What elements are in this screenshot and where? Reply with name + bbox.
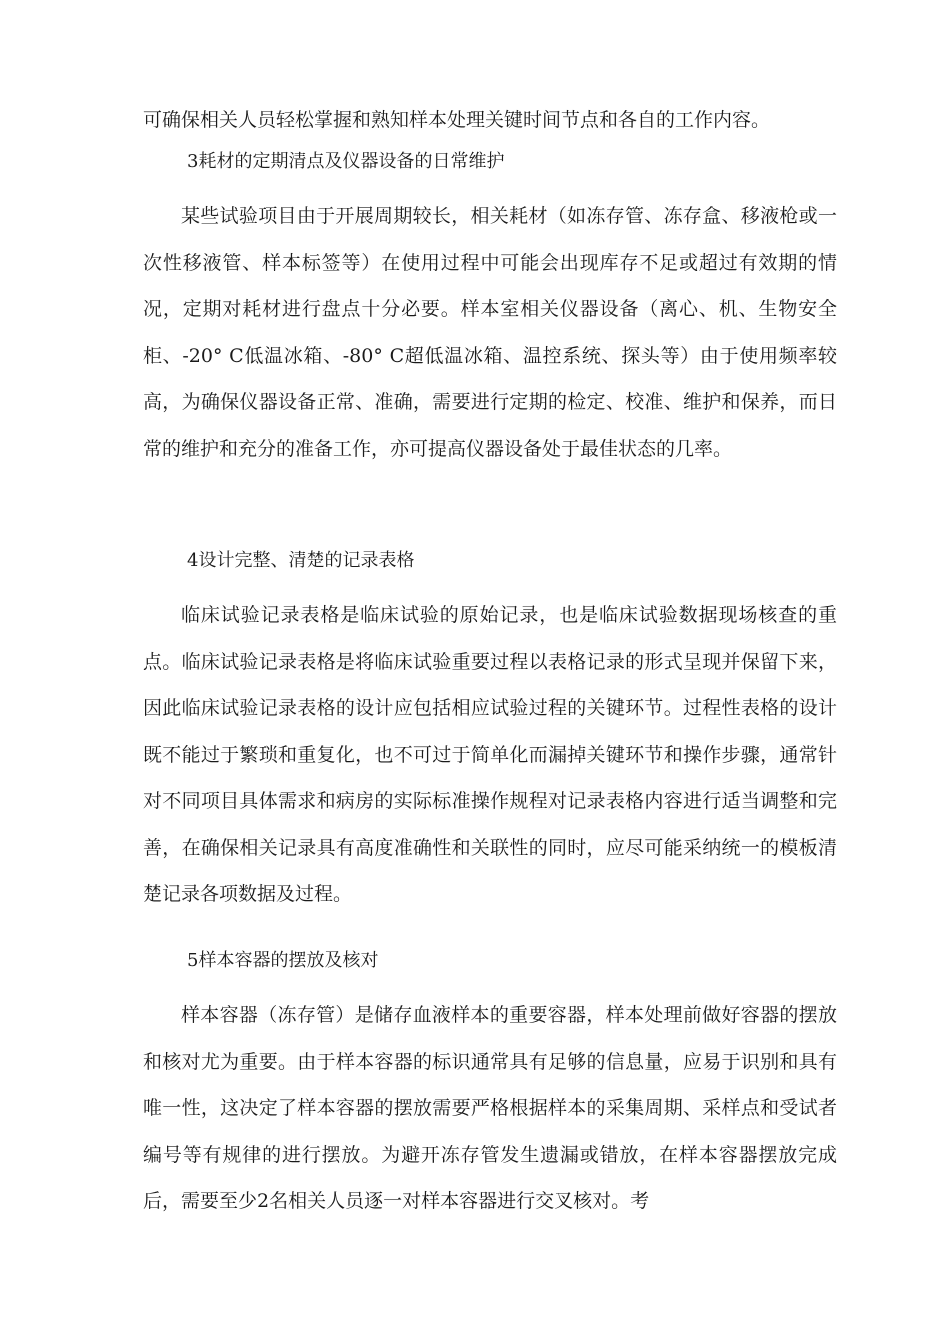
section-heading-4: 4设计完整、清楚的记录表格 [187, 550, 415, 571]
paragraph-consumables: 某些试验项目由于开展周期较长，相关耗材（如冻存管、冻存盒、移液枪或一次性移液管、样本标签等）在使用过程中可能会出现库存不足或超过有效期的情况，定期对耗材进行盘点十分必要。样本室相关仪器设备（离心、机、生物安全柜、-20° C低温冰箱、-80° C超低温冰箱、温控系统、探头等）由于使用频率较高，为确保仪器设备正常、准确，需要进行定期的检定、校准、维护和保养，而日常的维护和充分的准备工作，亦可提高仪器设备处于最佳状态的几率。 [143, 205, 837, 460]
paragraph-record-forms: 临床试验记录表格是临床试验的原始记录，也是临床试验数据现场核查的重点。临床试验记录表格是将临床试验重要过程以表格记录的形式呈现并保留下来，因此临床试验记录表格的设计应包括相应试验过程的关键环节。过程性表格的设计既不能过于繁琐和重复化，也不可过于简单化而漏掉关键环节和操作步骤，通常针对不同项目具体需求和病房的实际标准操作规程对记录表格内容进行适当调整和完善，在确保相关记录具有高度准确性和关联性的同时，应尽可能采纳统一的模板清楚记录各项数据及过程。 [143, 604, 837, 905]
section-heading-5: 5样本容器的摆放及核对 [187, 950, 379, 971]
section-heading-3: 3耗材的定期清点及仪器设备的日常维护 [187, 151, 505, 172]
paragraph-sample-containers: 样本容器（冻存管）是储存血液样本的重要容器，样本处理前做好容器的摆放和核对尤为重要。由于样本容器的标识通常具有足够的信息量，应易于识别和具有唯一性，这决定了样本容器的摆放需要严格根据样本的采集周期、采样点和受试者编号等有规律的进行摆放。为避开冻存管发生遗漏或错放，在样本容器摆放完成后，需要至少2名相关人员逐一对样本容器进行交叉核对。考 [143, 1004, 837, 1212]
paragraph-continuation: 可确保相关人员轻松掌握和熟知样本处理关键时间节点和各自的工作内容。 [143, 109, 771, 131]
